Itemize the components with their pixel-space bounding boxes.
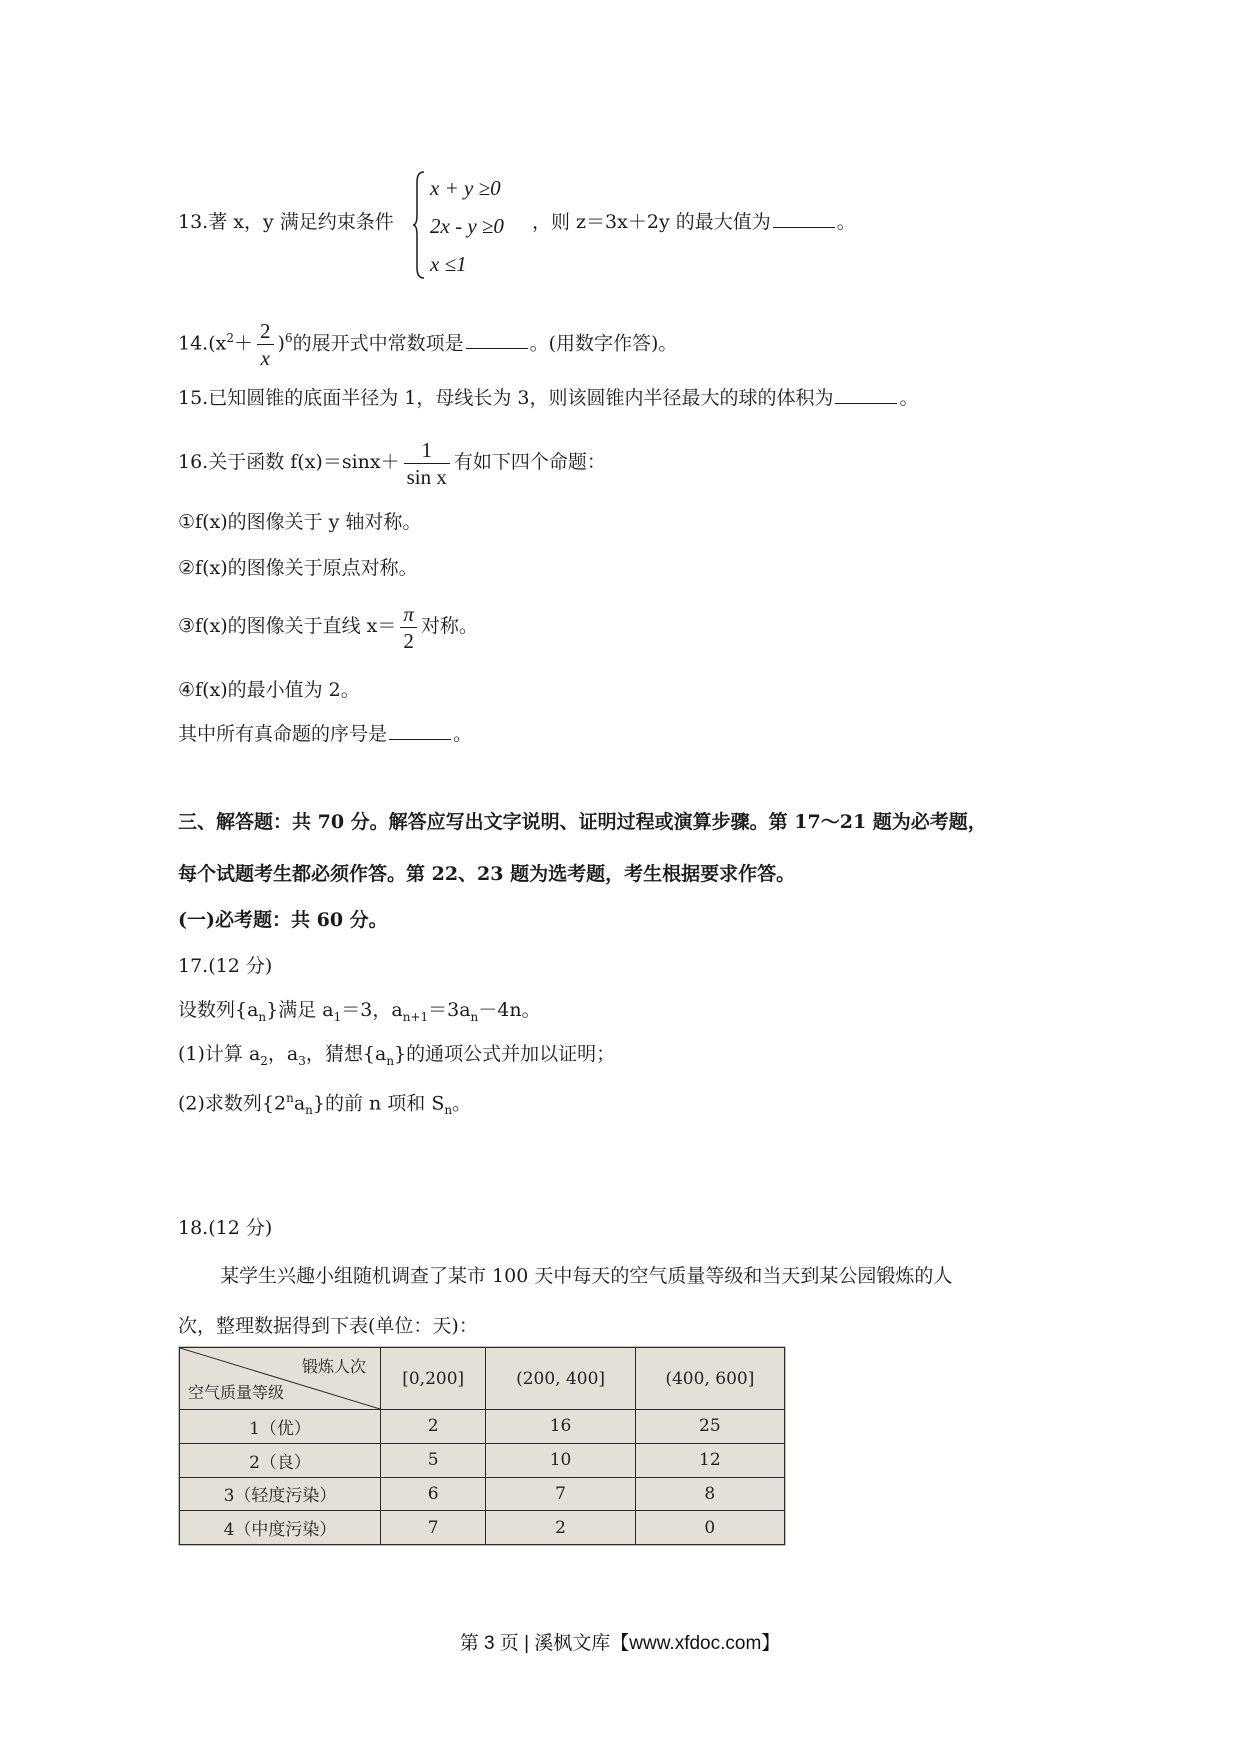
- q15-end: 。: [899, 387, 919, 409]
- q14-plus: ＋: [234, 332, 254, 355]
- row-label: 4（中度污染）: [180, 1511, 381, 1545]
- page-footer: 第 3 页 | 溪枫文库【www.xfdoc.com】: [459, 1633, 781, 1654]
- t: n: [386, 1053, 395, 1068]
- q14-sup2: 6: [284, 331, 293, 345]
- t: ＝3，a: [341, 999, 403, 1021]
- q14-fraction: [257, 318, 274, 371]
- q13-end: 。: [836, 211, 856, 233]
- table-cell: 16: [486, 1410, 635, 1444]
- col-header: [0,200]: [381, 1348, 486, 1410]
- col-header: (200, 400]: [486, 1348, 635, 1410]
- table-cell: 2: [381, 1410, 486, 1444]
- table-cell: 8: [635, 1477, 784, 1511]
- constraint-1: x + y ≥0: [430, 176, 501, 200]
- answer-blank: [835, 387, 897, 404]
- t: －4n。: [478, 999, 541, 1021]
- t: n: [286, 1091, 294, 1105]
- q15-line: [178, 384, 919, 412]
- table-cell: 6: [381, 1477, 486, 1511]
- q17-head: 17.(12 分): [178, 955, 273, 977]
- q16-prefix: 16.关于函数 f(x)＝sinx＋: [178, 451, 400, 473]
- t: }满足 a: [266, 999, 334, 1021]
- table-row: [180, 1443, 785, 1477]
- q18-para-2: 次，整理数据得到下表(单位：天)：: [178, 1315, 478, 1337]
- q16-ask-text: 其中所有真命题的序号是: [178, 723, 388, 745]
- table-row: [180, 1410, 785, 1444]
- t: 1: [333, 1009, 342, 1024]
- q14-prefix: 14.(x: [178, 332, 227, 355]
- t: n: [305, 1103, 313, 1118]
- q16-p3-suffix: 对称。: [420, 615, 478, 637]
- table-cell: 7: [486, 1477, 635, 1511]
- table-cell: 12: [635, 1443, 784, 1477]
- t: 2: [260, 1053, 268, 1068]
- q16-p3-prefix: ③f(x)的图像关于直线 x＝: [178, 615, 397, 637]
- q17-line3: [178, 1084, 471, 1124]
- q13-prefix: 13.著 x，y 满足约束条件: [178, 211, 394, 233]
- q16-suffix: 有如下四个命题：: [453, 451, 606, 473]
- table-photo: [178, 1346, 786, 1546]
- q16-p3-fraction: [400, 601, 417, 654]
- t: n: [258, 1009, 267, 1024]
- q16-prop-4: ④f(x)的最小值为 2。: [178, 679, 360, 701]
- constraint-2: 2x - y ≥0: [430, 214, 504, 238]
- t: 设数列{a: [178, 999, 259, 1021]
- q13-line: [178, 208, 394, 236]
- row-label: 2（良）: [180, 1443, 381, 1477]
- section3-sub: (一)必考题：共 60 分。: [178, 909, 388, 931]
- table-row: [180, 1511, 785, 1545]
- q16-ask: [178, 720, 472, 748]
- t: a: [293, 1092, 306, 1115]
- table-cell: 2: [486, 1511, 635, 1545]
- q18-para-1: 某学生兴趣小组随机调查了某市 100 天中每天的空气质量等级和当天到某公园锻炼的人: [220, 1265, 953, 1287]
- q14-close: ): [277, 332, 285, 355]
- section3-line1: 三、解答题：共 70 分。解答应写出文字说明、证明过程或演算步骤。第 17～21 题为必考题，: [178, 811, 987, 833]
- q16-line: [178, 432, 606, 492]
- t: (1)计算 a: [178, 1043, 261, 1065]
- row-label: 1（优）: [180, 1410, 381, 1444]
- section3-line2: 每个试题考生都必须作答。第 22、23 题为选考题，考生根据要求作答。: [178, 863, 796, 885]
- q13-tail: [532, 208, 856, 236]
- q14-sup: 2: [226, 331, 234, 345]
- q16-ask-end: 。: [453, 723, 473, 745]
- corner-top: 锻炼人次: [301, 1357, 366, 1376]
- q16-prop-3: [178, 596, 478, 656]
- q14-suffix: 的展开式中常数项是: [292, 332, 464, 355]
- table-cell: 5: [381, 1443, 486, 1477]
- q16-p3-num: π: [403, 601, 414, 626]
- data-table: [179, 1347, 785, 1545]
- constraint-3: x ≤1: [430, 252, 467, 276]
- table-cell: 7: [381, 1511, 486, 1545]
- q16-fraction: [404, 437, 450, 490]
- col-header: (400, 600]: [635, 1348, 784, 1410]
- t: ，a: [267, 1043, 299, 1065]
- q14-line: [178, 308, 677, 373]
- t: 。: [452, 1092, 472, 1115]
- constraint-brace: [412, 170, 426, 280]
- t: 3: [298, 1053, 306, 1068]
- table-corner: [180, 1348, 381, 1410]
- t: }的前 n 项和 S: [312, 1092, 445, 1115]
- q16-prop-2: ②f(x)的图像关于原点对称。: [178, 557, 418, 579]
- answer-blank: [389, 723, 451, 740]
- q16-prop-1: ①f(x)的图像关于 y 轴对称。: [178, 511, 422, 533]
- t: n: [470, 1009, 479, 1024]
- q18-head: 18.(12 分): [178, 1217, 273, 1239]
- corner-bottom: 空气质量等级: [188, 1383, 285, 1402]
- row-label: 3（轻度污染）: [180, 1477, 381, 1511]
- q14-end: 。(用数字作答)。: [529, 332, 678, 355]
- q17-line2: [178, 1040, 615, 1075]
- table-cell: 25: [635, 1410, 784, 1444]
- q17-line1: [178, 996, 541, 1031]
- q16-den: sin x: [404, 463, 450, 490]
- table-cell: 10: [486, 1443, 635, 1477]
- q15-text: 15.已知圆锥的底面半径为 1，母线长为 3，则该圆锥内半径最大的球的体积为: [178, 387, 834, 409]
- table-cell: 0: [635, 1511, 784, 1545]
- t: ，猜想{a: [305, 1043, 387, 1065]
- t: n: [444, 1103, 453, 1118]
- q16-num: 1: [421, 437, 432, 462]
- table-row: [180, 1477, 785, 1511]
- answer-blank: [466, 332, 528, 349]
- answer-blank: [773, 211, 835, 228]
- q16-p3-den: 2: [400, 627, 417, 654]
- q14-den: x: [257, 344, 274, 371]
- q14-num: 2: [260, 318, 271, 343]
- t: }的通项公式并加以证明；: [394, 1043, 616, 1065]
- q13-suffix: ，则 z＝3x＋2y 的最大值为: [532, 211, 771, 233]
- t: (2)求数列{2: [178, 1092, 287, 1115]
- t: n+1: [402, 1009, 429, 1024]
- t: ＝3a: [428, 999, 471, 1021]
